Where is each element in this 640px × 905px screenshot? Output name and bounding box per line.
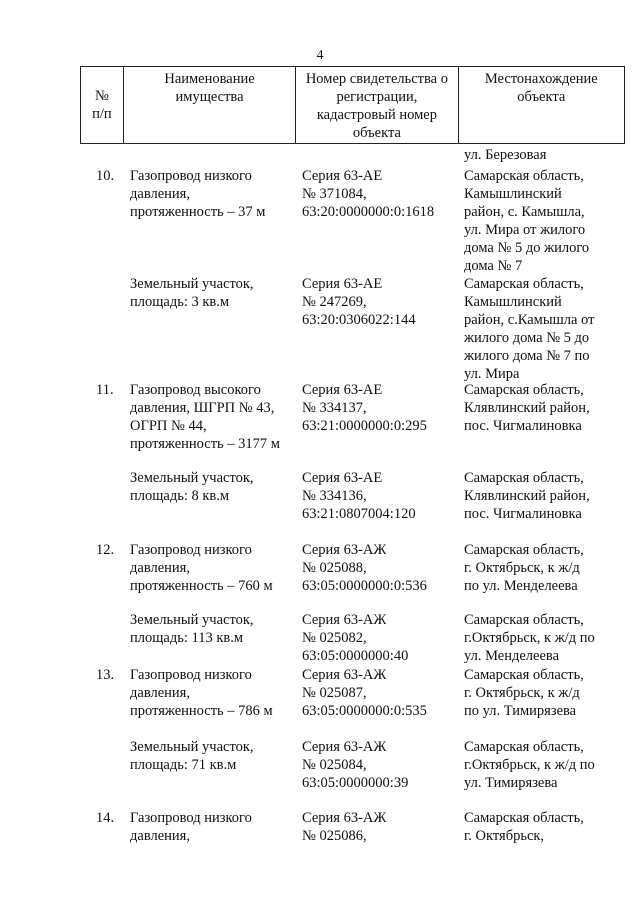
page-number: 4 bbox=[316, 48, 324, 63]
row-location: Самарская область, г.Октябрьск, к ж/д по ул. Тимирязева bbox=[464, 739, 595, 791]
row-location: Самарская область, г. Октябрьск, bbox=[464, 810, 584, 844]
row-property-name: Газопровод низкого давления, протяженность – 786 м bbox=[130, 667, 273, 719]
table-header bbox=[80, 66, 625, 144]
row-number: 14. bbox=[96, 810, 115, 826]
header-location-text: Местонахождение объекта bbox=[484, 71, 598, 105]
row-property-name: Земельный участок, площадь: 71 кв.м bbox=[130, 739, 254, 773]
row-property-name: Земельный участок, площадь: 8 кв.м bbox=[130, 470, 254, 504]
row-registration: Серия 63-АЖ № 025087, 63:05:0000000:0:535 bbox=[302, 667, 427, 719]
row-registration: Серия 63-АЕ № 334137, 63:21:0000000:0:295 bbox=[302, 382, 427, 434]
row-number: 10. bbox=[96, 168, 115, 184]
row-location: Самарская область, Камышлинский район, с. Камышла, ул. Мира от жилого дома № 5 до жилого дома № 7 bbox=[464, 168, 590, 274]
header-number-text: № п/п bbox=[92, 88, 112, 122]
row-property-name: Земельный участок, площадь: 113 кв.м bbox=[130, 612, 254, 646]
row-property-name: Газопровод низкого давления, протяженность – 37 м bbox=[130, 168, 266, 220]
row-location: Самарская область, г. Октябрьск, к ж/д по ул. Менделеева bbox=[464, 542, 584, 594]
row-property-name: Газопровод низкого давления, протяженность – 760 м bbox=[130, 542, 273, 594]
row-property-name: Газопровод высокого давления, ШГРП № 43, ОГРП № 44, протяженность – 3177 м bbox=[130, 382, 280, 452]
row-number: 13. bbox=[96, 667, 115, 683]
row-registration: Серия 63-АЖ № 025082, 63:05:0000000:40 bbox=[302, 612, 409, 664]
row-registration: Серия 63-АЕ № 371084, 63:20:0000000:0:1618 bbox=[302, 168, 435, 220]
carryover-location: ул. Березовая bbox=[464, 147, 547, 163]
row-location: Самарская область, Клявлинский район, пос. Чигмалиновка bbox=[464, 470, 590, 522]
header-property-name bbox=[124, 67, 296, 143]
row-number: 12. bbox=[96, 542, 115, 558]
row-location: Самарская область, Камышлинский район, с.Камышла от жилого дома № 5 до жилого дома № 7 по ул. Мира bbox=[464, 276, 595, 382]
row-location: Самарская область, г.Октябрьск, к ж/д по ул. Менделеева bbox=[464, 612, 595, 664]
row-property-name: Земельный участок, площадь: 3 кв.м bbox=[130, 276, 254, 310]
row-registration: Серия 63-АЖ № 025084, 63:05:0000000:39 bbox=[302, 739, 409, 791]
header-registration-text: Номер свидетельства о регистрации, кадастровый номер объекта bbox=[305, 71, 448, 141]
row-registration: Серия 63-АЖ № 025088, 63:05:0000000:0:536 bbox=[302, 542, 427, 594]
row-property-name: Газопровод низкого давления, bbox=[130, 810, 252, 844]
header-number bbox=[81, 67, 124, 143]
header-property-name-text: Наименование имущества bbox=[164, 71, 255, 105]
row-location: Самарская область, г. Октябрьск, к ж/д по ул. Тимирязева bbox=[464, 667, 584, 719]
row-location: Самарская область, Клявлинский район, пос. Чигмалиновка bbox=[464, 382, 590, 434]
row-registration: Серия 63-АЖ № 025086, bbox=[302, 810, 387, 844]
header-location bbox=[459, 67, 624, 143]
row-registration: Серия 63-АЕ № 334136, 63:21:0807004:120 bbox=[302, 470, 416, 522]
header-registration bbox=[296, 67, 458, 143]
row-registration: Серия 63-АЕ № 247269, 63:20:0306022:144 bbox=[302, 276, 416, 328]
row-number: 11. bbox=[96, 382, 114, 398]
